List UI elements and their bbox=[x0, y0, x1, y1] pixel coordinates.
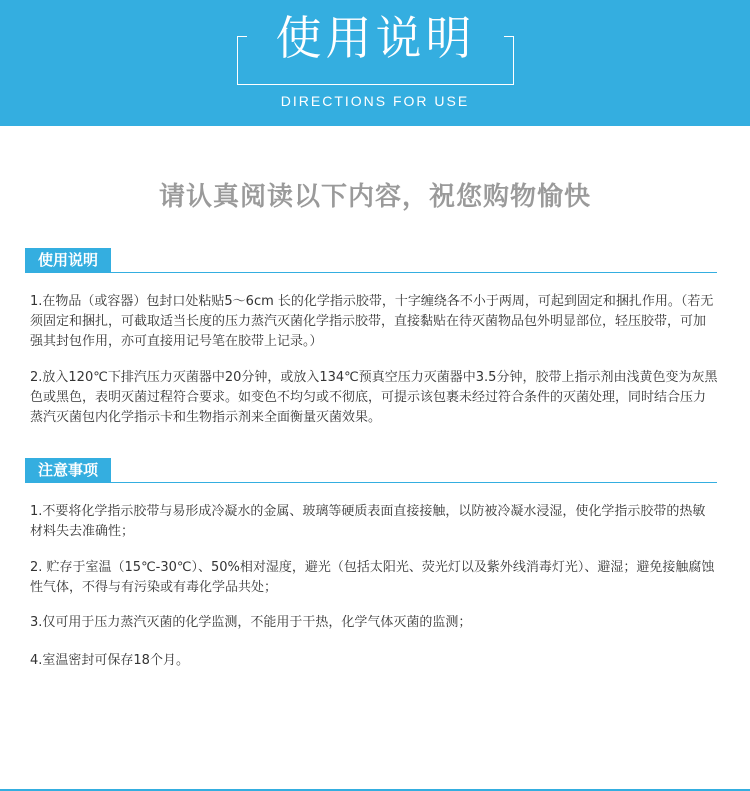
notes-paragraph-4: 4.室温密封可保存18个月。 bbox=[30, 653, 189, 668]
section-notes-label: 注意事项 bbox=[25, 458, 111, 482]
usage-paragraph-2: 2.放入120℃下排汽压力灭菌器中20分钟，或放入134℃预真空压力灭菌器中3.5分钟，胶带上指示剂由浅黄色变为灰黑色或黑色，表明灭菌过程符合要求。如变色不均匀或不彻底，可提示该包裹未经过符合条件的灭菌处理，同时结合压力蒸汽灭菌包内化学指示卡和生物指示剂来全面衡量灭菌效果。 bbox=[30, 370, 718, 425]
notes-paragraph-3: 3.仅可用于压力蒸汽灭菌的化学监测，不能用于干热，化学气体灭菌的监测； bbox=[30, 615, 472, 630]
notes-paragraph-2: 2. 贮存于室温（15℃-30℃）、50%相对湿度，避光（包括太阳光、荧光灯以及紫外线消毒灯光）、避湿；避免接触腐蚀性气体，不得与有污染或有毒化学品共处； bbox=[30, 560, 715, 595]
header-banner bbox=[0, 0, 750, 126]
section-notes-header bbox=[25, 458, 717, 483]
section-usage-label: 使用说明 bbox=[25, 248, 111, 272]
tagline: 请认真阅读以下内容，祝您购物愉快 bbox=[158, 182, 591, 212]
usage-paragraph-1: 1.在物品（或容器）包封口处粘贴5～6cm 长的化学指示胶带，十字缠绕各不小于两周，可起到固定和捆扎作用。（若无须固定和捆扎，可截取适当长度的压力蒸汽灭菌化学指示胶带，直接黏贴在待灭菌物品包外明显部位，轻压胶带，可加强其封包作用，亦可直接用记号笔在胶带上记录。） bbox=[30, 294, 714, 349]
banner-title: 使用说明 bbox=[275, 11, 476, 65]
section-usage-header bbox=[25, 248, 717, 273]
notes-paragraph-1: 1.不要将化学指示胶带与易形成冷凝水的金属、玻璃等硬质表面直接接触，以防被冷凝水浸湿，使化学指示胶带的热敏材料失去准确性； bbox=[30, 504, 706, 539]
banner-subtitle: DIRECTIONS FOR USE bbox=[280, 93, 470, 109]
